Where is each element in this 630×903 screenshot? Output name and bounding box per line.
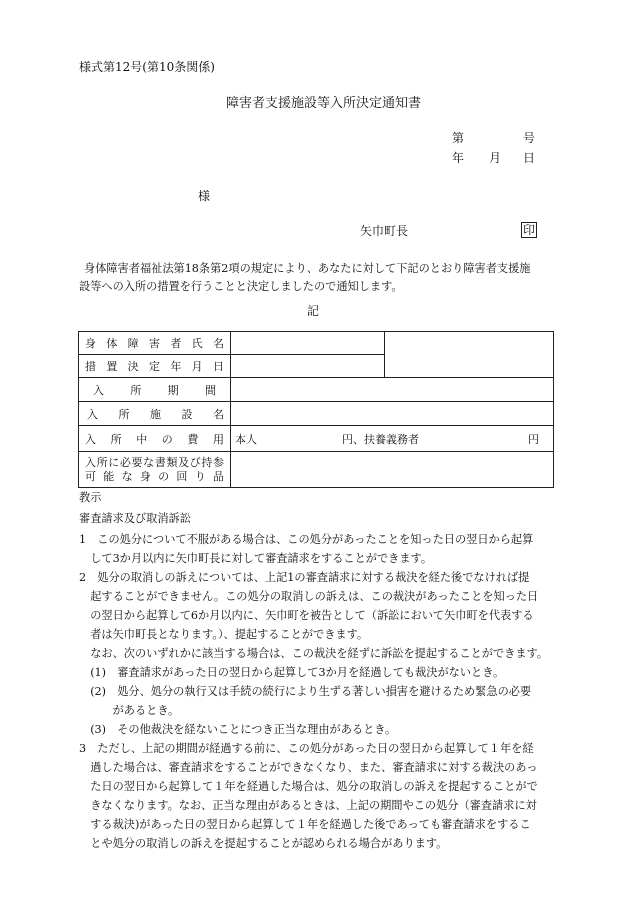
cost-self-label: 本人 [235,432,257,446]
notice-line: (2) 処分、処分の執行又は手続の続行により生ずる著しい損害を避けるため緊急の必要 [79,685,532,698]
notice-line: して3か月以内に矢巾町長に対して審査請求をすることができます。 [79,552,433,565]
label-items-line-1: 入所に必要な書類及び持参 [85,455,224,469]
seal-text: 印 [523,223,536,237]
notice-line: なお、次のいずれかに該当する場合は、この裁決を経ずに訴訟を提起することができます。 [79,647,548,660]
page-title: 障害者支援施設等入所決定通知書 [226,96,422,111]
table-row-items [79,452,554,488]
notice-line: とや処分の取消しの訴えを提起することが認められる場合があります。 [79,837,448,850]
cost-mid-label: 円、扶養義務者 [342,432,419,446]
seal-mark [521,221,537,238]
notice-line: する裁決)があった日の翌日から起算して１年を経過した後であっても審査請求をするこ [79,818,531,831]
notice-line: 者は矢巾町長となります。）、提起することができます。 [79,628,369,641]
notice-line: (1) 審査請求があった日の翌日から起算して3か月を経過しても裁決がないとき。 [79,666,505,679]
date-month: 月 [489,151,502,165]
table-row-period [79,378,554,402]
notice-heading: 教示 [79,491,102,504]
label-items-line-2: 可能な身の回り品 [85,469,224,483]
notice-line: 2 処分の取消しの訴えについては、上記1の審査請求に対する裁決を経た後でなければ提 [79,571,530,584]
label-facility: 入所施設名 [79,402,231,426]
label-items [79,452,231,488]
notice-line: 1 この処分について不服がある場合は、この処分があったことを知った日の翌日から起算 [79,533,534,546]
value-period [231,378,554,402]
notice-line: 過した場合は、審査請求をすることができなくなり、また、審査請求に対する裁決のあっ [79,761,538,774]
value-side-box [385,332,554,378]
addressee-suffix: 様 [198,189,211,203]
notice-line: があるとき。 [79,704,180,717]
notice-line: (3) その他裁決を経ないことにつき正当な理由があるとき。 [79,723,397,736]
ki-heading: 記 [307,304,320,318]
doc-number-suffix: 号 [523,131,536,145]
body-line-1: 身体障害者福祉法第18条第2項の規定により、あなたに対して下記のとおり障害者支援施 [84,262,531,275]
label-decision-date: 措置決定年月日 [79,355,231,378]
date-year: 年 [452,151,465,165]
doc-number-prefix: 第 [452,131,465,145]
date-day: 日 [523,151,536,165]
form-number: 様式第12号(第10条関係) [79,60,215,74]
notice-line: 起することができません。この処分の取消しの訴えは、この裁決があったことを知った日 [79,590,539,603]
label-person-name: 身体障害者氏名 [79,332,231,355]
body-line-2: 設等への入所の措置を行うことと決定しましたので通知します。 [79,280,403,293]
notice-line: きなくなります。なお、正当な理由があるときは、上記の期間やこの処分（審査請求に対 [79,799,537,812]
issuer-name: 矢巾町長 [360,224,409,238]
notice-line: た日の翌日から起算して１年を経過した場合は、処分の取消しの訴えを提起することがで [79,780,538,793]
value-cost [231,426,554,452]
details-table [78,331,554,488]
notice-line: の翌日から起算して6か月以内に、矢巾町を被告として（訴訟において矢巾町を代表する [79,609,534,622]
table-row-facility [79,402,554,426]
table-row-cost [79,426,554,452]
value-items [231,452,554,488]
cost-end-label: 円 [528,432,539,446]
value-person-name [231,332,385,355]
table-row-name [79,332,554,355]
notice-subheading: 審査請求及び取消訴訟 [79,512,191,525]
value-decision-date [231,355,385,378]
label-cost: 入所中の費用 [79,426,231,452]
value-facility [231,402,554,426]
label-period: 入所期間 [79,378,231,402]
notice-line: 3 ただし、上記の期間が経過する前に、この処分があった日の翌日から起算して１年を経 [79,742,534,755]
